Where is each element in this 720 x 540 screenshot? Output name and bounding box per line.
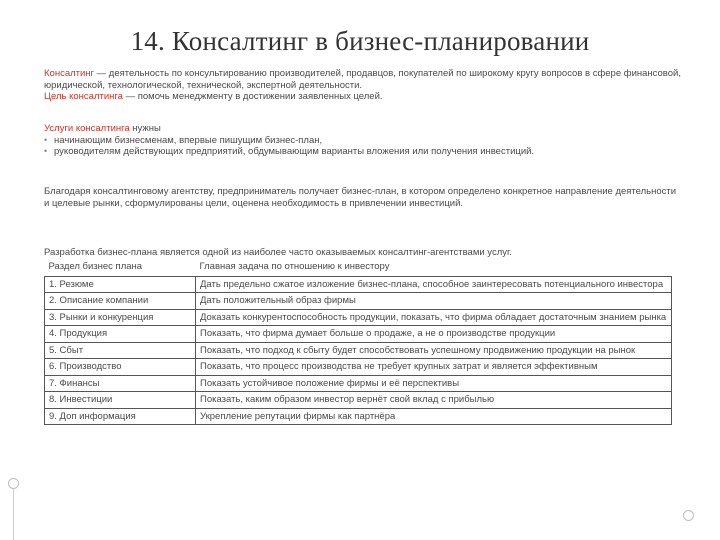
- row-section: 1. Резюме: [45, 276, 196, 293]
- decorative-circle-right: [683, 510, 694, 521]
- header-task: Главная задача по отношению к инвестору: [199, 261, 390, 272]
- row-task: Укрепление репутации фирмы как партнёра: [196, 408, 672, 425]
- row-section: 7. Финансы: [45, 375, 196, 392]
- table-row: [45, 276, 672, 293]
- table-row: [45, 408, 672, 425]
- table-row: [45, 293, 672, 310]
- consulting-definition: — деятельность по консультированию производителей, продавцов, покупателей по широкому кругу вопросов в сфере финансовой, юридической, технологической, технической, экспертной деятельности.: [44, 68, 681, 91]
- row-task: Показать, что подход к сбыту будет способствовать успешному продвижению продукции на рынок: [196, 342, 672, 359]
- bullet-icon: •: [44, 146, 48, 156]
- row-task: Дать положительный образ фирмы: [196, 293, 672, 310]
- row-section: 5. Сбыт: [45, 342, 196, 359]
- bullet-icon: •: [44, 134, 48, 145]
- table-row: [45, 342, 672, 359]
- table-row: [45, 392, 672, 409]
- services-text: нужны: [129, 123, 161, 134]
- table-header-row: [45, 259, 672, 276]
- row-task: Дать предельно сжатое изложение бизнес-плана, способное заинтересовать потенциального инвестора: [196, 276, 672, 293]
- row-task: Доказать конкурентоспособность продукции, показать, что фирма обладает достаточным знанием рынка: [196, 309, 672, 326]
- goal-term: Цель консалтинга: [44, 91, 123, 102]
- header-section: Раздел бизнес плана: [48, 261, 143, 272]
- table-row: [45, 326, 672, 343]
- table-row: [45, 359, 672, 376]
- row-task: Показать, что процесс производства не требует крупных затрат и является эффективным: [196, 359, 672, 376]
- business-plan-table: [44, 259, 672, 425]
- services-term: Услуги консалтинга: [44, 123, 130, 134]
- intro-paragraph: [44, 68, 684, 103]
- consulting-term: Консалтинг: [44, 68, 95, 79]
- goal-definition: — помочь менеджменту в достижении заявленных целей.: [122, 91, 383, 102]
- services-paragraph: [44, 123, 684, 158]
- row-task: Показать, каким образом инвестор вернёт свой вклад с прибылью: [196, 392, 672, 409]
- decorative-line: [13, 487, 14, 540]
- row-section: 9. Доп информация: [45, 408, 196, 425]
- row-section: 8. Инвестиции: [45, 392, 196, 409]
- development-paragraph: Разработка бизнес-плана является одной из наиболее часто оказываемых консалтинг-агентствами услуг.: [44, 247, 512, 258]
- row-section: 3. Рынки и конкуренция: [45, 309, 196, 326]
- agency-paragraph: Благодаря консалтинговому агентству, предприниматель получает бизнес-план, в котором определено конкретное направление деятельности и целевые рынки, сформулированы цели, оценена необходимость в привлечении инвестиций.: [44, 186, 677, 209]
- bullet-text: руководителям действующих предприятий, обдумывающим варианты вложения или получения инвестиций.: [54, 146, 535, 157]
- table-row: [45, 309, 672, 326]
- bullet-text: начинающим бизнесменам, впервые пишущим бизнес-план,: [54, 134, 323, 146]
- slide-title: 14. Консалтинг в бизнес-планировании: [130, 26, 590, 56]
- table-row: [45, 375, 672, 392]
- decorative-circle-left: [8, 478, 19, 489]
- row-section: 6. Производство: [45, 359, 196, 376]
- row-task: Показать, что фирма думает больше о продаже, а не о производстве продукции: [196, 326, 672, 343]
- row-section: 4. Продукция: [45, 326, 196, 343]
- row-section: 2. Описание компании: [45, 293, 196, 310]
- list-item: [44, 146, 684, 158]
- list-item: [44, 135, 684, 147]
- row-task: Показать устойчивое положение фирмы и её перспективы: [196, 375, 672, 392]
